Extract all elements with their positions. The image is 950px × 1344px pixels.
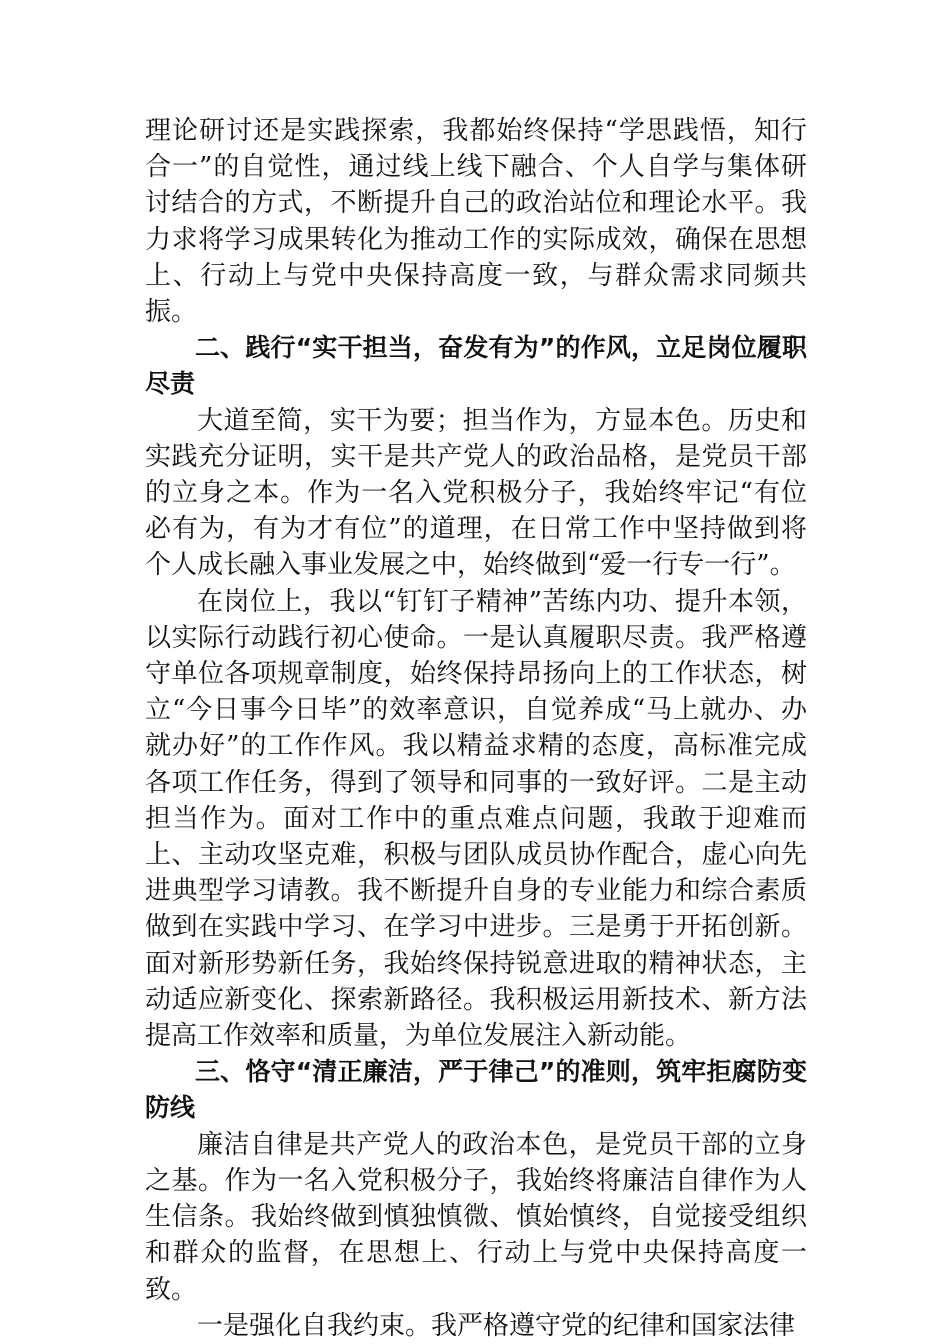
paragraph-continued: 理论研讨还是实践探索，我都始终保持“学思践悟，知行合一”的自觉性，通过线上线下融合、个人自学与集体研讨结合的方式，不断提升自己的政治站位和理论水平。我力求将学习成果转化为推动工作的实际成效，确保在思想上、行动上与党中央保持高度一致，与群众需求同频共振。 [145,116,807,328]
paragraph: 大道至简，实干为要；担当作为，方显本色。历史和实践充分证明，实干是共产党人的政治品格，是党员干部的立身之本。作为一名入党积极分子，我始终牢记“有位必有为，有为才有位”的道理，在日常工作中坚持做到将个人成长融入事业发展之中，始终做到“爱一行专一行”。 [145,405,807,581]
paragraph: 一是强化自我约束。我严格遵守党的纪律和国家法律 [197,1310,796,1341]
section-heading-3: 三、恪守“清正廉洁，严于律己”的准则，筑牢拒腐防变防线 [145,1057,807,1123]
document-body [145,113,807,1344]
section-heading-2: 二、践行“实干担当，奋发有为”的作风，立足岗位履职尽责 [145,333,807,399]
paragraph: 廉洁自律是共产党人的政治本色，是党员干部的立身之基。作为一名入党积极分子，我始终将廉洁自律作为人生信条。我始终做到慎独慎微、慎始慎终，自觉接受组织和群众的监督，在思想上、行动上与党中央保持高度一致。 [145,1129,807,1305]
paragraph: 在岗位上，我以“钉钉子精神”苦练内功、提升本领，以实际行动践行初心使命。一是认真履职尽责。我严格遵守单位各项规章制度，始终保持昂扬向上的工作状态，树立“今日事今日毕”的效率意识，自觉养成“马上就办、办就办好”的工作作风。我以精益求精的态度，高标准完成各项工作任务，得到了领导和同事的一致好评。二是主动担当作为。面对工作中的重点难点问题，我敢于迎难而上、主动攻坚克难，积极与团队成员协作配合，虚心向先进典型学习请教。我不断提升自身的专业能力和综合素质做到在实践中学习、在学习中进步。三是勇于开拓创新。面对新形势新任务，我始终保持锐意进取的精神状态，主动适应新变化、探索新路径。我积极运用新技术、新方法提高工作效率和质量，为单位发展注入新动能。 [145,586,807,1052]
